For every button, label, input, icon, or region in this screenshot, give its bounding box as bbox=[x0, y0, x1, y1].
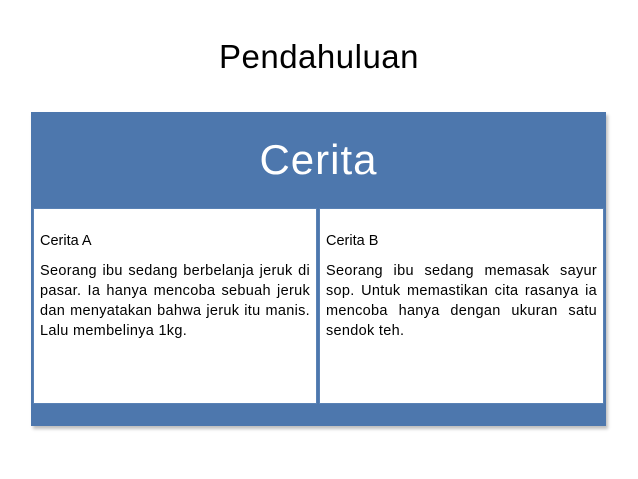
story-b-title: Cerita B bbox=[326, 233, 379, 249]
slide-title: Pendahuluan bbox=[218, 38, 420, 75]
story-b-text: Seorang ibu sedang memasak sayur sop. Untuk memastikan cita rasanya ia mencoba hanya dengan ukuran satu sendok teh. bbox=[326, 263, 597, 339]
story-a-text: Seorang ibu sedang berbelanja jeruk di pasar. Ia hanya mencoba sebuah jeruk dan menyatakan bahwa jeruk itu manis. Lalu membelinya 1kg. bbox=[40, 263, 310, 339]
story-box-b bbox=[319, 208, 604, 404]
story-a-title: Cerita A bbox=[40, 233, 92, 249]
panel-heading: Cerita bbox=[259, 136, 378, 183]
story-panel bbox=[31, 112, 606, 426]
story-box-a bbox=[33, 208, 317, 404]
